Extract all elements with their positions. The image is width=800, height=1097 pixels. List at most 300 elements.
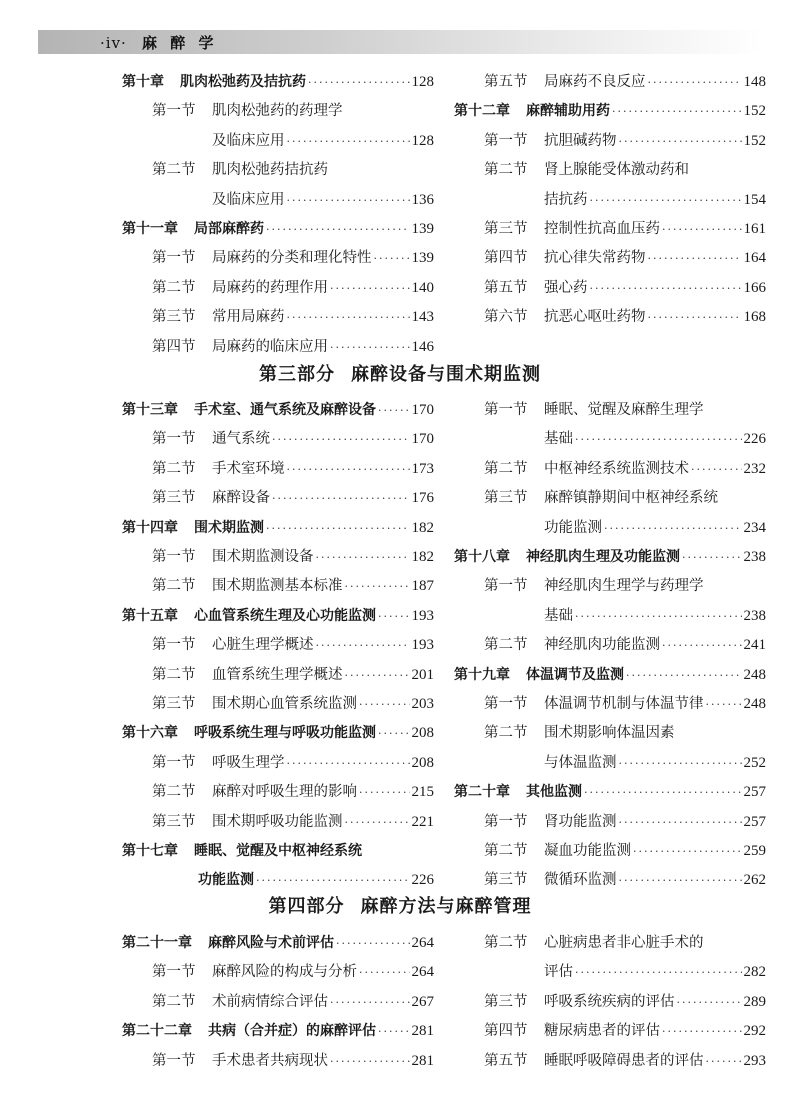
- toc-entry-title: 睡眠呼吸障碍患者的评估: [544, 1052, 704, 1069]
- toc-entry-title: 肾功能监测: [544, 813, 617, 830]
- toc-page-number: 201: [411, 666, 434, 683]
- toc-section-entry: [454, 929, 766, 957]
- toc-entry-number: 第二节: [152, 460, 196, 477]
- toc-chapter-entry: [122, 837, 434, 865]
- toc-page-number: 289: [743, 993, 766, 1010]
- toc-entry-number: 第一节: [152, 637, 196, 654]
- toc-chapter-entry: [122, 215, 434, 243]
- toc-section-entry: [122, 425, 434, 453]
- part-number: 第四部分: [268, 896, 345, 917]
- toc-entry-number: 第一节: [484, 696, 528, 712]
- header-page-number: ·iv·: [100, 34, 127, 52]
- toc-dot-leader: [378, 603, 410, 631]
- toc-dot-leader: [619, 750, 742, 778]
- toc-entry-label: [484, 396, 704, 424]
- toc-page-number: 208: [411, 725, 434, 742]
- toc-dot-leader: [612, 98, 742, 126]
- toc-dot-leader: [316, 632, 410, 660]
- toc-entry-label: [484, 988, 675, 1016]
- toc-dot-leader: [272, 426, 410, 454]
- toc-chapter-entry: [122, 719, 434, 747]
- toc-entry-number: 第三节: [484, 872, 528, 889]
- toc-chapter-entry: [122, 1017, 434, 1045]
- toc-entry-label: [152, 808, 343, 836]
- toc-entry-number: 第一节: [152, 250, 196, 267]
- toc-entry-number: 第二节: [484, 460, 528, 477]
- toc-page-number: 232: [743, 460, 766, 477]
- toc-entry-title: 血管系统生理学概述: [212, 666, 343, 683]
- toc-section-entry: [122, 778, 434, 806]
- toc-entry-number: 第二节: [152, 666, 196, 683]
- toc-section-entry: [454, 68, 766, 96]
- toc-section-entry: [122, 1047, 434, 1075]
- toc-section-entry: [454, 690, 766, 718]
- toc-chapter-entry: [122, 68, 434, 96]
- toc-entry-label: [544, 514, 602, 542]
- toc-entry-label: [484, 484, 718, 512]
- toc-entry-number: 第十九章: [454, 666, 510, 683]
- toc-entry-label: [484, 866, 617, 894]
- toc-entry-number: 第五节: [484, 279, 528, 296]
- toc-section-entry: [122, 690, 434, 718]
- toc-page-number: 136: [411, 191, 434, 208]
- toc-continuation-line: [454, 602, 766, 630]
- toc-entry-label: [152, 749, 285, 777]
- toc-entry-number: 第十三章: [122, 402, 178, 418]
- toc-dot-leader: [575, 603, 742, 631]
- toc-dot-leader: [308, 69, 410, 97]
- toc-continuation-line: [122, 186, 434, 214]
- toc-entry-label: [544, 749, 617, 777]
- toc-entry-title: 及临床应用: [212, 132, 285, 149]
- toc-page-number: 281: [411, 1052, 434, 1069]
- toc-continuation-line: [454, 186, 766, 214]
- toc-entry-title: 功能监测: [198, 872, 254, 889]
- toc-entry-label: [454, 661, 624, 689]
- toc-dot-leader: [706, 691, 742, 719]
- toc-entry-label: [152, 988, 328, 1016]
- toc-entry-label: [152, 690, 357, 718]
- toc-page-number: 164: [743, 250, 766, 267]
- toc-entry-number: 第一节: [152, 1052, 196, 1069]
- toc-dot-leader: [378, 1018, 410, 1046]
- toc-entry-title: 睡眠、觉醒及中枢神经系统: [194, 843, 362, 859]
- toc-page-number: 146: [411, 338, 434, 355]
- toc-entry-number: 第十八章: [454, 549, 510, 565]
- toc-entry-title: 抗恶心呕吐药物: [544, 309, 646, 326]
- toc-section-entry: [454, 274, 766, 302]
- toc-entry-title: 围术期影响体温因素: [544, 725, 675, 742]
- toc-dot-leader: [345, 809, 410, 837]
- toc-entry-number: 第二十一章: [122, 935, 192, 951]
- toc-entry-label: [484, 1047, 704, 1075]
- toc-entry-label: [484, 572, 704, 600]
- toc-dot-leader: [648, 69, 742, 97]
- toc-page-number: 238: [743, 607, 766, 624]
- toc-entry-label: [152, 1047, 328, 1075]
- toc-page-number: 139: [411, 250, 434, 267]
- toc-entry-title: 肾上腺能受体激动药和: [544, 162, 689, 179]
- toc-entry-label: [544, 602, 573, 630]
- toc-page-number: 257: [743, 784, 766, 801]
- toc-page-number: 193: [411, 607, 434, 624]
- toc-page-number: 170: [411, 431, 434, 448]
- toc-page-number: 128: [411, 132, 434, 149]
- toc-section-entry: [122, 244, 434, 272]
- toc-dot-leader: [648, 245, 742, 273]
- toc-section-entry: [454, 156, 766, 184]
- toc-section-entry: [454, 631, 766, 659]
- toc-entry-title: 呼吸系统生理与呼吸功能监测: [194, 725, 376, 742]
- toc-entry-label: [198, 866, 254, 894]
- toc-entry-label: [484, 68, 646, 96]
- toc-entry-number: 第三节: [484, 221, 528, 237]
- toc-page-number: 182: [411, 519, 434, 536]
- toc-entry-title: 肌肉松弛药及拮抗药: [180, 74, 306, 90]
- toc-entry-title: 心脏生理学概述: [212, 637, 314, 654]
- toc-page-number: 226: [411, 872, 434, 889]
- toc-entry-title: 神经肌肉生理学与药理学: [544, 578, 704, 595]
- toc-section-entry: [122, 484, 434, 512]
- toc-page-number: 264: [411, 935, 434, 951]
- toc-dot-leader: [266, 515, 410, 543]
- toc-entry-title: 局麻药的药理作用: [212, 279, 328, 296]
- toc-entry-title: 局麻药不良反应: [544, 74, 646, 90]
- toc-entry-number: 第三节: [152, 490, 196, 507]
- toc-dot-leader: [359, 779, 410, 807]
- toc-entry-title: 麻醉镇静期间中枢神经系统: [544, 490, 718, 507]
- toc-entry-title: 心脏病患者非心脏手术的: [544, 935, 704, 951]
- toc-entry-number: 第二节: [484, 935, 528, 951]
- toc-entry-label: [544, 186, 588, 214]
- toc-section-entry: [122, 808, 434, 836]
- toc-entry-label: [484, 215, 660, 243]
- toc-dot-leader: [575, 959, 742, 987]
- toc-page-number: 139: [411, 221, 434, 237]
- toc-page-number: 143: [411, 309, 434, 326]
- toc-entry-number: 第一节: [152, 964, 196, 981]
- toc-page-number: 182: [411, 549, 434, 565]
- toc-entry-number: 第一节: [484, 402, 528, 418]
- toc-continuation-line: [122, 866, 434, 894]
- toc-dot-leader: [682, 544, 742, 572]
- toc-entry-number: 第一节: [152, 549, 196, 565]
- toc-entry-number: 第二节: [484, 162, 528, 179]
- toc-section-entry: [122, 958, 434, 986]
- toc-page-number: 281: [411, 1023, 434, 1040]
- toc-section-entry: [122, 631, 434, 659]
- toc-entry-number: 第四节: [484, 250, 528, 267]
- toc-page-number: 226: [743, 431, 766, 448]
- toc-entry-number: 第十章: [122, 74, 164, 90]
- toc-entry-title: 肌肉松弛药的药理学: [212, 103, 343, 120]
- toc-dot-leader: [345, 573, 410, 601]
- toc-entry-label: [484, 929, 704, 957]
- toc-page-number: 170: [411, 402, 434, 418]
- toc-page-number: 248: [743, 696, 766, 712]
- toc-page-number: 252: [743, 754, 766, 771]
- toc-entry-label: [152, 778, 357, 806]
- toc-entry-label: [484, 127, 617, 155]
- toc-entry-title: 体温调节机制与体温节律: [544, 696, 704, 712]
- toc-entry-title: 围术期监测: [194, 519, 264, 536]
- toc-page-number: 203: [411, 696, 434, 712]
- toc-continuation-line: [454, 749, 766, 777]
- toc-dot-leader: [330, 989, 410, 1017]
- toc-entry-number: 第一节: [484, 813, 528, 830]
- toc-entry-number: 第三节: [484, 993, 528, 1010]
- toc-page-number: 148: [743, 74, 766, 90]
- toc-section-entry: [122, 455, 434, 483]
- toc-dot-leader: [677, 989, 742, 1017]
- toc-section-entry: [454, 303, 766, 331]
- toc-page-number: 187: [411, 578, 434, 595]
- toc-dot-leader: [575, 426, 742, 454]
- toc-page-number: 208: [411, 754, 434, 771]
- toc-section-entry: [122, 156, 434, 184]
- toc-page-number: 140: [411, 279, 434, 296]
- toc-section-entry: [122, 274, 434, 302]
- toc-entry-label: [212, 186, 285, 214]
- toc-entry-label: [544, 425, 573, 453]
- toc-entry-label: [454, 97, 610, 125]
- toc-dot-leader: [662, 632, 742, 660]
- toc-entry-title: 肌肉松弛药拮抗药: [212, 162, 328, 179]
- toc-chapter-entry: [454, 543, 766, 571]
- toc-entry-title: 手术室、通气系统及麻醉设备: [194, 402, 376, 418]
- toc-page-number: 215: [411, 784, 434, 801]
- toc-dot-leader: [287, 128, 410, 156]
- toc-page-number: 176: [411, 490, 434, 507]
- toc-page-number: 292: [743, 1023, 766, 1040]
- toc-entry-label: [122, 602, 376, 630]
- toc-entry-title: 麻醉辅助用药: [526, 103, 610, 120]
- toc-section-entry: [122, 749, 434, 777]
- toc-dot-leader: [691, 456, 742, 484]
- toc-entry-title: 麻醉风险与术前评估: [208, 935, 334, 951]
- toc-section-entry: [454, 396, 766, 424]
- toc-dot-leader: [330, 1048, 410, 1076]
- toc-dot-leader: [590, 187, 742, 215]
- toc-entry-label: [152, 274, 328, 302]
- toc-page-number: 238: [743, 549, 766, 565]
- toc-entry-title: 糖尿病患者的评估: [544, 1023, 660, 1040]
- toc-entry-label: [122, 929, 334, 957]
- toc-dot-leader: [378, 397, 410, 425]
- toc-entry-label: [484, 455, 689, 483]
- running-head: [100, 32, 218, 53]
- toc-entry-number: 第二节: [484, 843, 528, 859]
- toc-entry-title: 凝血功能监测: [544, 843, 631, 859]
- toc-entry-label: [152, 97, 343, 125]
- part-name: 麻醉方法与麻醉管理: [360, 896, 532, 917]
- toc-chapter-entry: [454, 97, 766, 125]
- toc-entry-title: 及临床应用: [212, 191, 285, 208]
- toc-continuation-line: [122, 127, 434, 155]
- toc-entry-number: 第二节: [484, 725, 528, 742]
- toc-dot-leader: [359, 691, 410, 719]
- toc-entry-title: 麻醉风险的构成与分析: [212, 964, 357, 981]
- toc-section-entry: [454, 572, 766, 600]
- toc-dot-leader: [378, 720, 410, 748]
- toc-entry-label: [152, 631, 314, 659]
- toc-entry-number: 第十五章: [122, 607, 178, 624]
- toc-entry-label: [152, 303, 285, 331]
- toc-dot-leader: [374, 245, 410, 273]
- toc-entry-label: [484, 303, 646, 331]
- toc-entry-label: [212, 127, 285, 155]
- part-number: 第三部分: [259, 364, 335, 385]
- toc-section-entry: [454, 719, 766, 747]
- toc-entry-title: 中枢神经系统监测技术: [544, 460, 689, 477]
- toc-entry-label: [152, 484, 270, 512]
- toc-section-entry: [122, 661, 434, 689]
- toc-dot-leader: [287, 456, 410, 484]
- toc-entry-number: 第十七章: [122, 843, 178, 859]
- toc-entry-number: 第六节: [484, 309, 528, 326]
- toc-page-number: 221: [411, 813, 434, 830]
- toc-entry-title: 围术期监测设备: [212, 549, 314, 565]
- toc-entry-number: 第三节: [152, 309, 196, 326]
- toc-entry-number: 第一节: [484, 578, 528, 595]
- toc-section-entry: [454, 244, 766, 272]
- toc-entry-title: 微循环监测: [544, 872, 617, 889]
- toc-entry-title: 围术期监测基本标准: [212, 578, 343, 595]
- toc-entry-number: 第三节: [152, 813, 196, 830]
- toc-dot-leader: [633, 838, 742, 866]
- toc-dot-leader: [648, 304, 742, 332]
- toc-section-entry: [122, 988, 434, 1016]
- toc-entry-title: 局麻药的临床应用: [212, 338, 328, 355]
- toc-page-number: 262: [743, 872, 766, 889]
- toc-chapter-entry: [454, 778, 766, 806]
- toc-entry-label: [484, 274, 588, 302]
- toc-continuation-line: [454, 958, 766, 986]
- toc-entry-label: [152, 333, 328, 361]
- toc-page-number: 257: [743, 813, 766, 830]
- toc-entry-title: 共病（合并症）的麻醉评估: [208, 1023, 376, 1040]
- toc-page-number: 259: [743, 843, 766, 859]
- toc-dot-leader: [619, 128, 742, 156]
- toc-section-entry: [454, 808, 766, 836]
- toc-dot-leader: [590, 275, 742, 303]
- toc-entry-number: 第二节: [152, 578, 196, 595]
- toc-dot-leader: [662, 216, 742, 244]
- toc-entry-number: 第一节: [152, 431, 196, 448]
- toc-entry-title: 睡眠、觉醒及麻醉生理学: [544, 402, 704, 418]
- toc-entry-title: 体温调节及监测: [526, 666, 624, 683]
- toc-section-entry: [454, 127, 766, 155]
- toc-entry-label: [454, 778, 582, 806]
- toc-entry-label: [152, 455, 285, 483]
- toc-dot-leader: [619, 809, 742, 837]
- toc-entry-title: 拮抗药: [544, 191, 588, 208]
- toc-page-number: 152: [743, 103, 766, 120]
- toc-entry-number: 第二十二章: [122, 1023, 192, 1040]
- toc-page-number: 241: [743, 637, 766, 654]
- toc-dot-leader: [266, 216, 410, 244]
- toc-entry-number: 第三节: [152, 696, 196, 712]
- toc-entry-label: [152, 958, 357, 986]
- toc-entry-number: 第四节: [152, 338, 196, 355]
- toc-section-entry: [122, 303, 434, 331]
- part-title: [0, 892, 800, 918]
- toc-entry-number: 第三节: [484, 490, 528, 507]
- toc-entry-number: 第十六章: [122, 725, 178, 742]
- toc-entry-label: [484, 719, 675, 747]
- toc-dot-leader: [330, 275, 410, 303]
- toc-entry-number: 第四节: [484, 1023, 528, 1040]
- toc-entry-title: 围术期心血管系统监测: [212, 696, 357, 712]
- toc-entry-label: [122, 719, 376, 747]
- toc-dot-leader: [359, 959, 410, 987]
- toc-dot-leader: [287, 750, 410, 778]
- toc-entry-number: 第五节: [484, 74, 528, 90]
- toc-dot-leader: [626, 662, 742, 690]
- toc-page-number: 193: [411, 637, 434, 654]
- toc-entry-number: 第二节: [152, 279, 196, 296]
- toc-section-entry: [454, 988, 766, 1016]
- toc-entry-title: 常用局麻药: [212, 309, 285, 326]
- toc-page-number: 248: [743, 666, 766, 683]
- toc-entry-title: 与体温监测: [544, 754, 617, 771]
- header-book-title: 麻 醉 学: [142, 34, 218, 52]
- toc-section-entry: [454, 866, 766, 894]
- toc-entry-label: [544, 958, 573, 986]
- toc-page-number: 293: [743, 1052, 766, 1069]
- toc-entry-title: 基础: [544, 607, 573, 624]
- toc-entry-label: [484, 156, 689, 184]
- toc-entry-title: 强心药: [544, 279, 588, 296]
- toc-dot-leader: [272, 485, 410, 513]
- toc-chapter-entry: [122, 929, 434, 957]
- toc-entry-number: 第二节: [152, 993, 196, 1010]
- toc-entry-title: 麻醉对呼吸生理的影响: [212, 784, 357, 801]
- toc-entry-title: 抗心律失常药物: [544, 250, 646, 267]
- toc-entry-title: 控制性抗高血压药: [544, 221, 660, 237]
- toc-entry-number: 第十二章: [454, 103, 510, 120]
- toc-entry-title: 局部麻醉药: [194, 221, 264, 237]
- toc-dot-leader: [345, 662, 410, 690]
- toc-page-number: 161: [743, 221, 766, 237]
- toc-entry-label: [152, 543, 314, 571]
- toc-entry-label: [122, 215, 264, 243]
- toc-entry-number: 第一节: [152, 103, 196, 120]
- part-name: 麻醉设备与围术期监测: [351, 364, 541, 385]
- toc-entry-number: 第五节: [484, 1052, 528, 1069]
- toc-entry-label: [454, 543, 680, 571]
- toc-entry-number: 第二十章: [454, 784, 510, 801]
- toc-entry-title: 麻醉设备: [212, 490, 270, 507]
- toc-chapter-entry: [454, 661, 766, 689]
- toc-entry-label: [152, 244, 372, 272]
- toc-entry-title: 抗胆碱药物: [544, 132, 617, 149]
- toc-entry-label: [152, 572, 343, 600]
- toc-page-number: 234: [743, 519, 766, 536]
- toc-entry-title: 手术患者共病现状: [212, 1052, 328, 1069]
- toc-dot-leader: [604, 515, 742, 543]
- toc-entry-label: [484, 1017, 660, 1045]
- toc-entry-label: [484, 244, 646, 272]
- toc-entry-title: 术前病情综合评估: [212, 993, 328, 1010]
- toc-section-entry: [454, 1047, 766, 1075]
- toc-section-entry: [122, 572, 434, 600]
- toc-entry-label: [484, 837, 631, 865]
- toc-continuation-line: [454, 514, 766, 542]
- toc-section-entry: [454, 455, 766, 483]
- toc-entry-number: 第一节: [484, 132, 528, 149]
- toc-section-entry: [454, 837, 766, 865]
